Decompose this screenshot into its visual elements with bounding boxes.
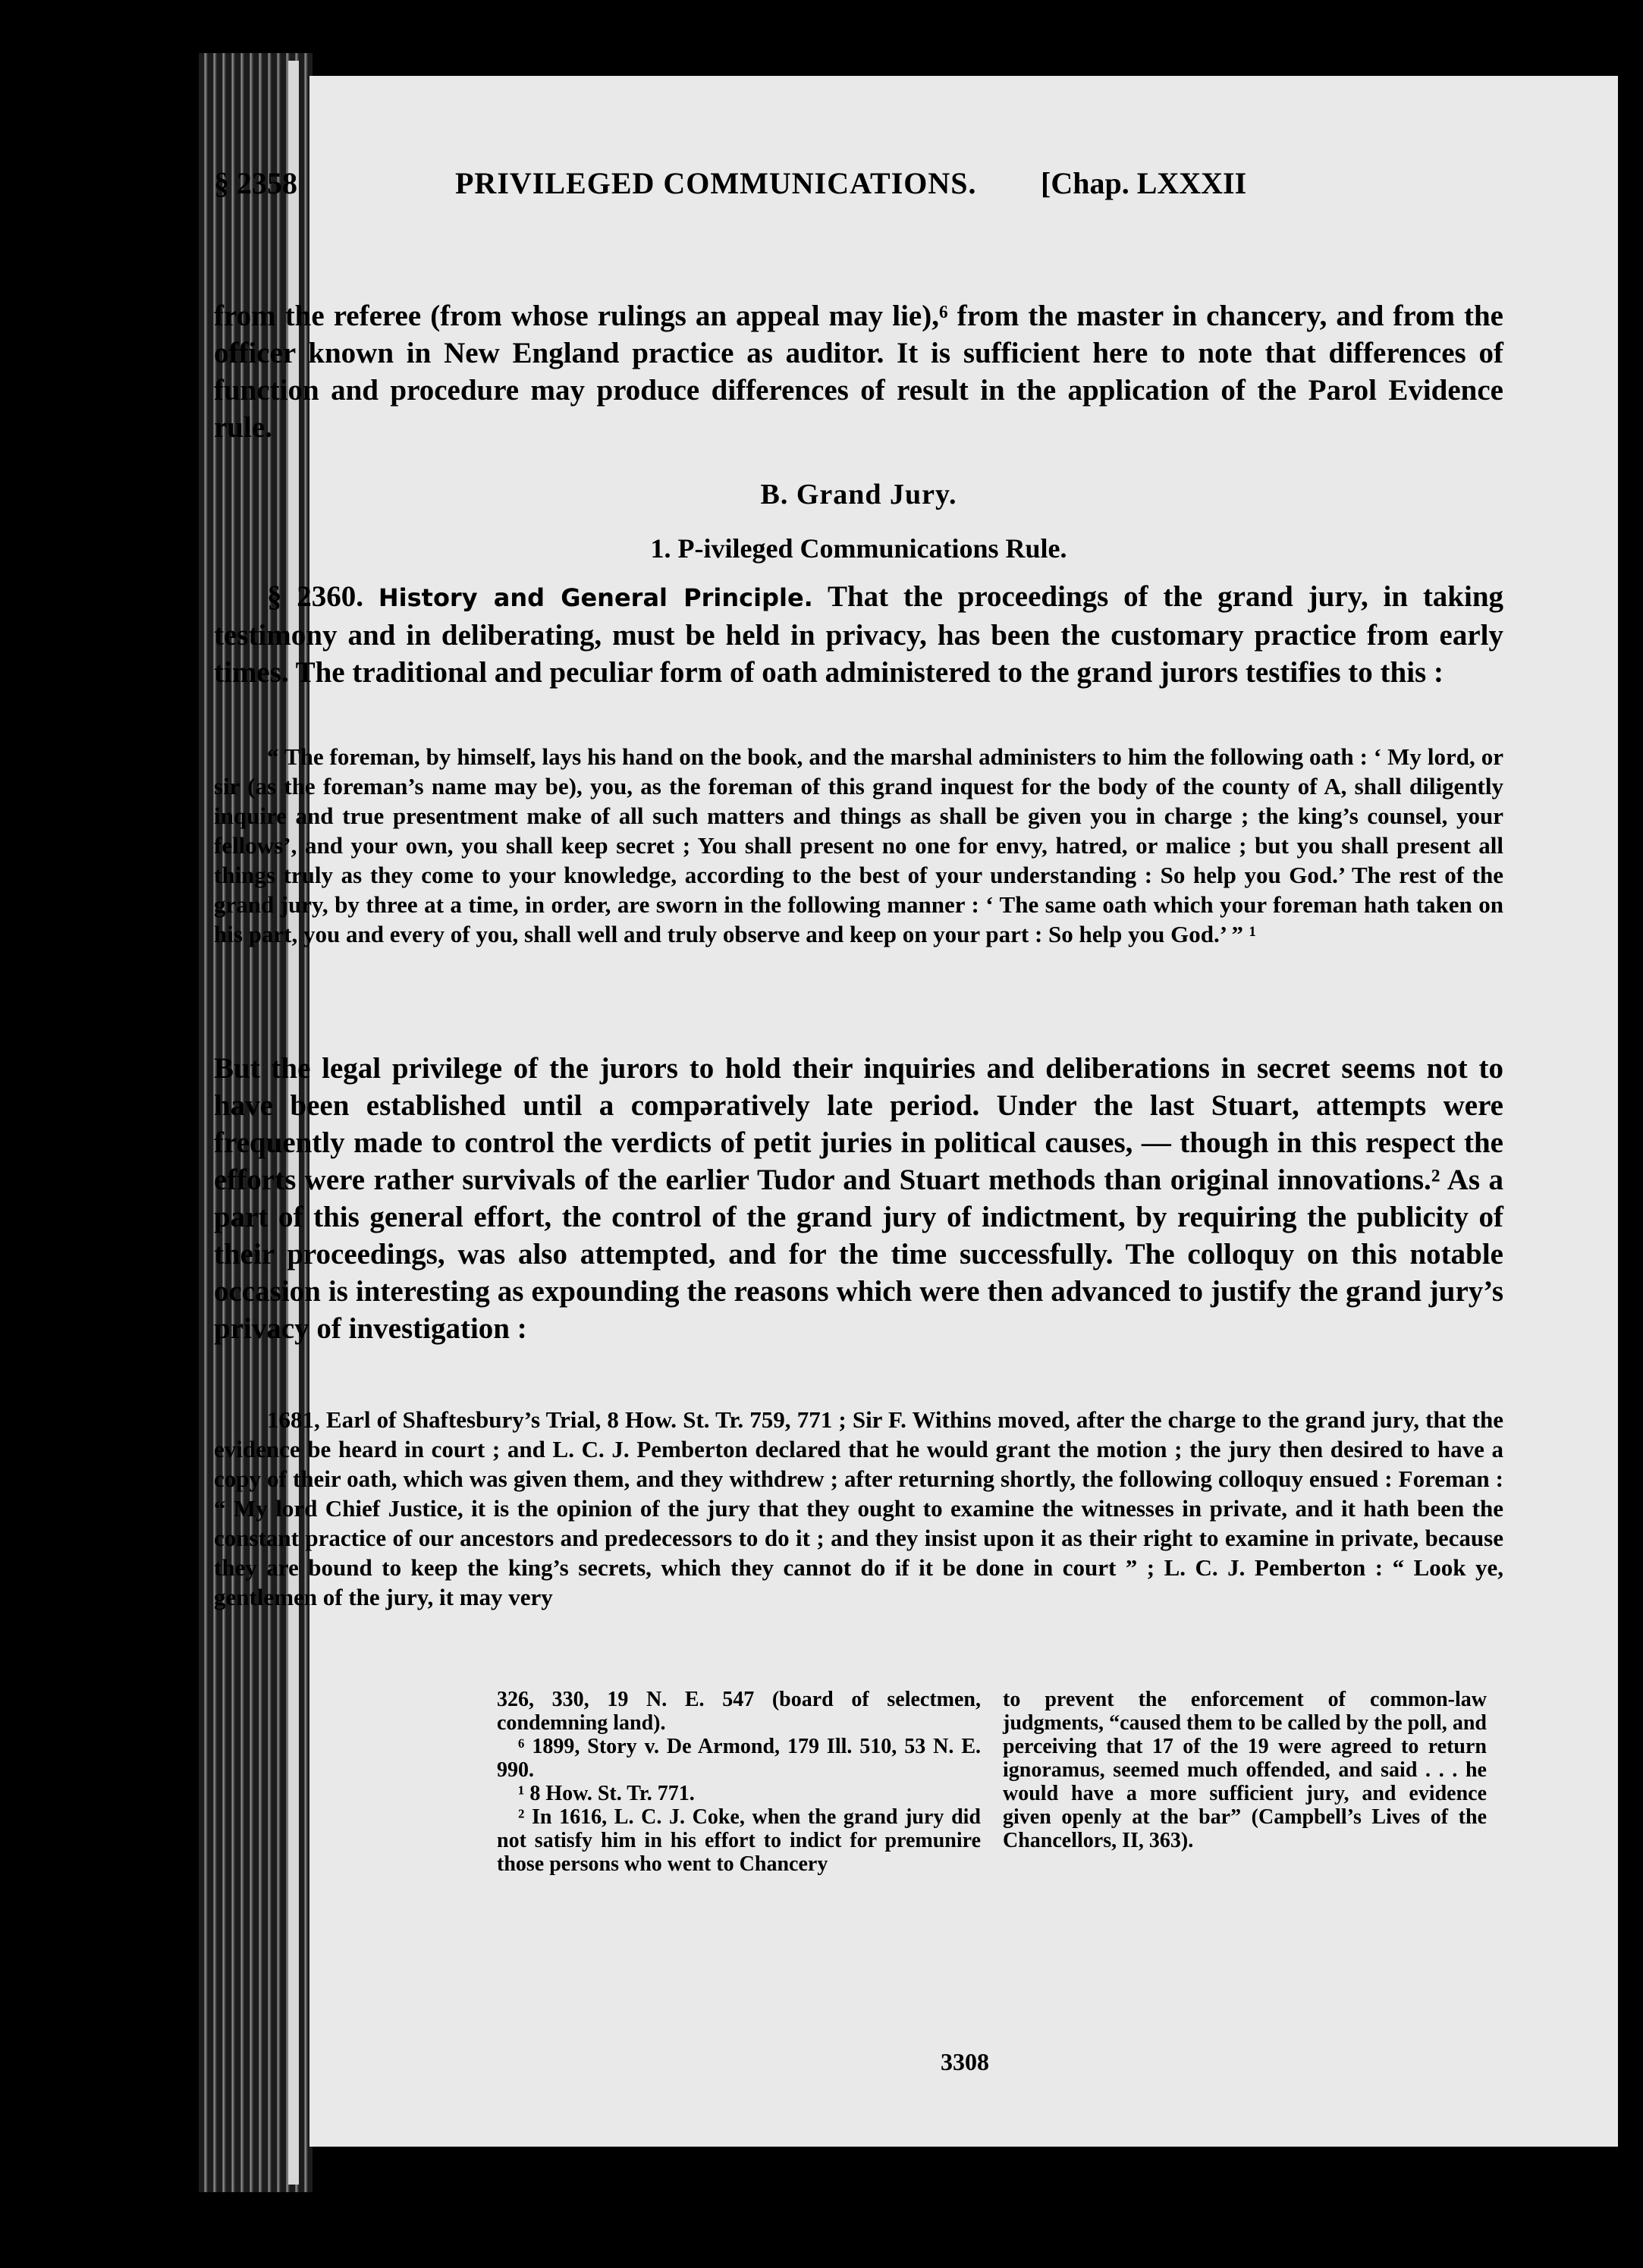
footnote-continued: 326, 330, 19 N. E. 547 (board of selectmen, condemning land). xyxy=(497,1688,981,1735)
running-head-chapter: [Chap. LXXXII xyxy=(1041,166,1247,200)
subsection-heading-1: 1. P-ivileged Communications Rule. xyxy=(650,533,1067,564)
footnote-1: ¹ 8 How. St. Tr. 771. xyxy=(518,1782,695,1805)
running-head-section: § 2358 xyxy=(214,166,297,200)
section-2360-paragraph xyxy=(214,578,1503,691)
footnotes-left-column xyxy=(497,1688,981,1876)
oath-quote: “ The foreman, by himself, lays his hand on the book, and the marshal administers to him the following oath : ‘ My lord, or sir (as the foreman’s name may be), you, as the foreman of this grand inquest for the body of the county of A, shall diligently inquire and true presentment make of all such matters and things as shall be given you in charge ; the king’s counsel, your fellows’, and your own, you shall keep secret ; You shall present no one for envy, hatred, or malice ; but you shall present all things truly as they come to your knowledge, according to the best of your understanding : So help you God.’ The rest of the grand jury, by three at a time, in order, are sworn in the following manner : ‘ The same oath which your foreman hath taken on his part, you and every of you, shall well and truly observe and keep on your part : So help you God.’ ” ¹ xyxy=(214,743,1503,947)
paragraph-2: But the legal privilege of the jurors to hold their inquiries and deliberations in secret seems not to have been established until a compəratively late period. Under the last Stuart, attempts were frequently made to control the verdicts of petit juries in political causes, — though in this respect the efforts were rather survivals of the earlier Tudor and Stuart methods than original innovations.² As a part of this general effort, the control of the grand jury of indictment, by requiring the publicity of their proceedings, was also attempted, and for the time successfully. The colloquy on this notable occasion is interesting as expounding the reasons which were then advanced to justify the grand jury’s privacy of investigation : xyxy=(214,1052,1503,1345)
section-2360-text: That the proceedings of the grand jury, in taking testimony and in deliberating, must be held in privacy, has been the customary practice from early times. The traditional and peculiar form of oath administered to the grand jurors testifies to this : xyxy=(214,580,1504,689)
footnotes-right-column xyxy=(1003,1688,1487,1852)
section-heading-b: B. Grand Jury. xyxy=(760,479,957,510)
section-2360-title: History and General Principle. xyxy=(378,583,813,612)
footnote-6: ⁶ 1899, Story v. De Armond, 179 Ill. 510, 53 N. E. 990. xyxy=(497,1735,981,1782)
section-2360-number: § 2360. xyxy=(267,580,364,613)
footnote-2-continued: to prevent the enforcement of common-law judgments, “caused them to be called by the poll, and perceiving that 17 of the 19 were agreed to return ignoramus, seemed much offended, and said . . . he would have a more sufficient jury, and evidence given openly at the bar” (Campbell’s Lives of the Chancellors, II, 363). xyxy=(1003,1688,1487,1852)
opening-paragraph: from the referee (from whose rulings an appeal may lie),⁶ from the master in chancery, and from the officer known in New England practice as auditor. It is sufficient here to note that differences of function and procedure may produce differences of result in the application of the Parol Evidence rule. xyxy=(214,300,1503,444)
running-head xyxy=(214,165,1503,211)
case-extract: 1681, Earl of Shaftesbury’s Trial, 8 How. St. Tr. 759, 771 ; Sir F. Withins moved, after the charge to the grand jury, that the evidence be heard in court ; and L. C. J. Pemberton declared that he would grant the motion ; the jury then desired to have a copy of their oath, which was given them, and they withdrew ; after returning shortly, the following colloquy ensued : Foreman : “ My lord Chief Justice, it is the opinion of the jury that they ought to examine the witnesses in private, and it hath been the constant practice of our ancestors and predecessors to do it ; and they insist upon it as their right to examine in private, because they are bound to keep the king’s secrets, which they cannot do if it be done in court ” ; L. C. J. Pemberton : “ Look ye, gentlemen of the jury, it may very xyxy=(214,1406,1503,1610)
page-number: 3308 xyxy=(941,2048,989,2075)
running-head-title: PRIVILEGED COMMUNICATIONS. xyxy=(455,166,977,200)
footnote-2: ² In 1616, L. C. J. Coke, when the grand jury did not satisfy him in his effort to indict for premunire those persons who went to Chancery xyxy=(497,1805,981,1876)
